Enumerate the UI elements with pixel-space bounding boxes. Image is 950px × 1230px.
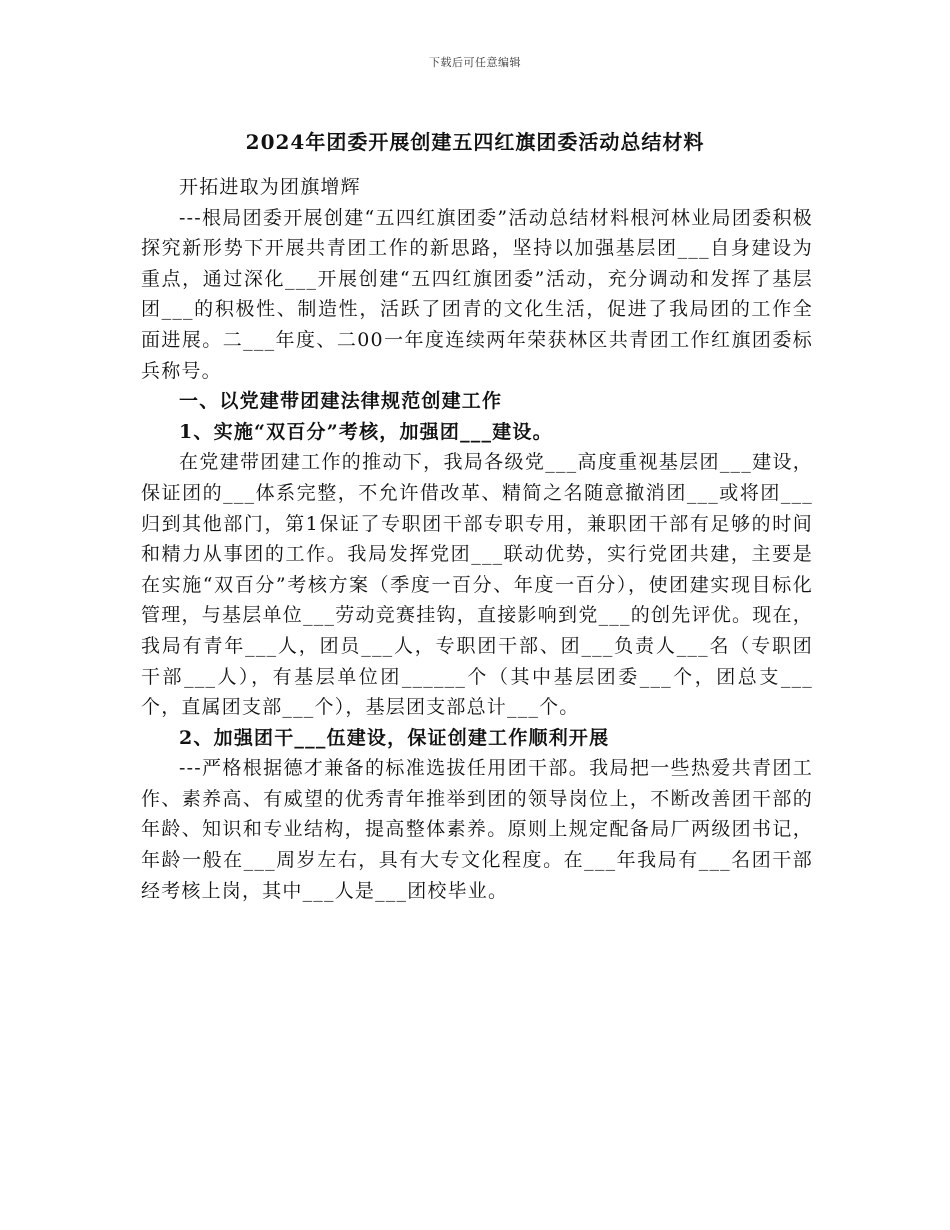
paragraph-intro: ---根局团委开展创建“五四红旗团委”活动总结材料根河林业局团委积极探究新形势下开展共青团工作的新思路，坚持以加强基层团___自身建设为重点，通过深化___开展创建“五四红旗团委”活动，充分调动和发挥了基层团___的积极性、制造性，活跃了团青的文化生活，促进了我局团的工作全面进展。二___年度、二00一年度连续两年荣获林区共青团工作红旗团委标兵称号。: [141, 206, 813, 382]
paragraph-body-2: ---严格根据德才兼备的标准选拔任用团干部。我局把一些热爱共青团工作、素养高、有威望的优秀青年推举到团的领导岗位上，不断改善团干部的年龄、知识和专业结构，提高整体素养。原则上规定配备局厂两级团书记，年龄一般在___周岁左右，具有大专文化程度。在___年我局有___名团干部经考核上岗，其中___人是___团校毕业。: [141, 757, 813, 902]
subsection-heading-2: 2、加强团干___伍建设，保证创建工作顺利开展: [179, 726, 610, 749]
paragraph-body-1: 在党建带团建工作的推动下，我局各级党___高度重视基层团___建设，保证团的___体系完整，不允许借改革、精简之名随意撤消团___或将团___归到其他部门，第1保证了专职团干部专职专用，兼职团干部有足够的时间和精力从事团的工作。我局发挥党团___联动优势，实行党团共建，主要是在实施“双百分”考核方案（季度一百分、年度一百分），使团建实现目标化管理，与基层单位___劳动竞赛挂钩，直接影响到党___的创先评优。现在，我局有青年___人，团员___人，专职团干部、团___负责人___名（专职团干部___人），有基层单位团______个（其中基层团委___个，团总支___个，直属团支部___个），基层团支部总计___个。: [141, 451, 813, 719]
paragraph-subtitle: 开拓进取为团旗增辉: [179, 176, 361, 198]
subsection-heading-1: 1、实施“双百分”考核，加强团___建设。: [179, 420, 553, 443]
header-note: 下载后可任意编辑: [429, 56, 521, 69]
document-body: [141, 172, 813, 906]
section-heading-1: 一、以党建带团建法律规范创建工作: [179, 390, 503, 413]
document-title: 2024年团委开展创建五四红旗团委活动总结材料: [245, 130, 705, 154]
